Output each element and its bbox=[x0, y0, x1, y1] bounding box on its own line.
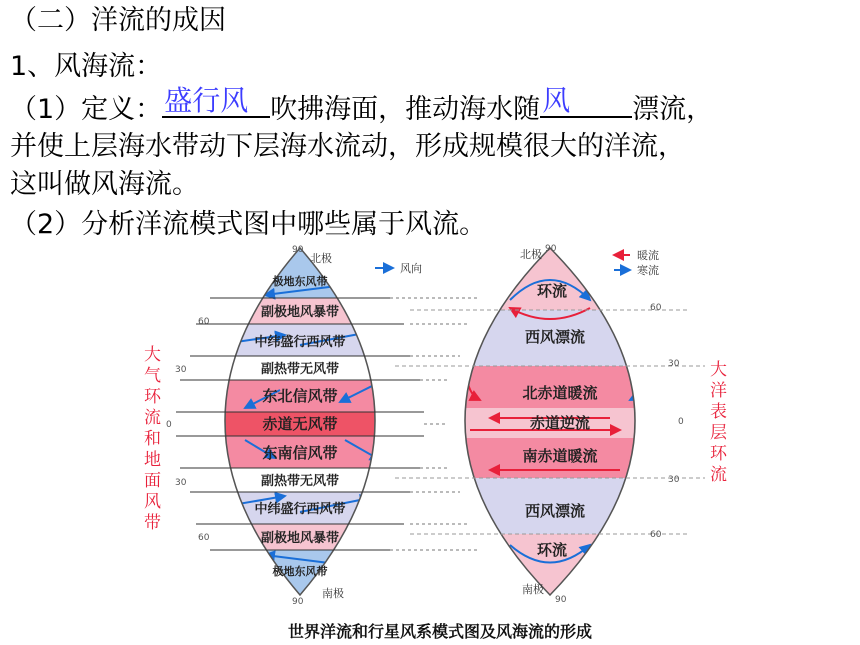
current-label: 北赤道暖流 bbox=[522, 384, 598, 402]
svg-text:风向: 风向 bbox=[400, 262, 422, 275]
current-label: 南赤道暖流 bbox=[522, 447, 598, 465]
left-band-labels bbox=[254, 274, 345, 578]
band-label: 副热带无风带 bbox=[260, 474, 340, 489]
heading: （二）洋流的成因 bbox=[10, 5, 226, 36]
svg-text:90: 90 bbox=[292, 597, 304, 607]
current-legend bbox=[614, 248, 659, 277]
definition-line-3: 这叫做风海流。 bbox=[10, 169, 199, 200]
svg-text:60: 60 bbox=[650, 530, 662, 540]
current-label: 环流 bbox=[536, 541, 568, 559]
definition-line-2: 并使上层海水带动下层海水流动，形成规模很大的洋流， bbox=[10, 131, 685, 162]
answer-1: 盛行风 bbox=[164, 84, 249, 117]
figure-caption: 世界洋流和行星风系模式图及风海流的形成 bbox=[287, 622, 593, 641]
band-label: 副极地风暴带 bbox=[260, 305, 340, 320]
svg-text:30: 30 bbox=[175, 478, 187, 488]
answer-blank-2 bbox=[540, 84, 632, 118]
band-label: 东北信风带 bbox=[262, 387, 338, 405]
svg-text:90: 90 bbox=[545, 244, 557, 254]
svg-text:寒流: 寒流 bbox=[637, 264, 659, 277]
wind-legend bbox=[375, 261, 422, 275]
definition-middle: 吹拂海面，推动海水随 bbox=[270, 94, 541, 125]
band-label: 副极地风暴带 bbox=[260, 531, 340, 546]
right-side-label: 大洋表层环流 bbox=[706, 360, 726, 486]
svg-text:60: 60 bbox=[198, 533, 210, 543]
definition-prefix: （1）定义： bbox=[10, 94, 163, 125]
left-south-pole: 南极 bbox=[322, 587, 344, 600]
band-label: 极地东风带 bbox=[272, 275, 328, 288]
answer-2: 风 bbox=[542, 84, 571, 117]
band-label: 东南信风带 bbox=[262, 444, 338, 462]
svg-text:30: 30 bbox=[668, 359, 680, 369]
band-label: 中纬盛行西风带 bbox=[254, 502, 346, 517]
answer-blank-1 bbox=[162, 84, 270, 118]
svg-text:暖流: 暖流 bbox=[637, 249, 659, 262]
svg-text:30: 30 bbox=[175, 365, 187, 375]
current-label: 赤道逆流 bbox=[529, 414, 591, 432]
question-line: （2）分析洋流模式图中哪些属于风流。 bbox=[10, 209, 487, 240]
sub-heading: 1、风海流： bbox=[10, 51, 163, 82]
current-label: 环流 bbox=[536, 282, 568, 300]
svg-text:0: 0 bbox=[166, 420, 172, 430]
svg-text:60: 60 bbox=[198, 317, 210, 327]
svg-text:30: 30 bbox=[668, 475, 680, 485]
definition-suffix: 漂流， bbox=[632, 94, 714, 125]
current-label: 西风漂流 bbox=[524, 502, 586, 520]
definition-line bbox=[10, 84, 714, 127]
band-label: 赤道无风带 bbox=[262, 415, 338, 433]
band-label: 极地东风带 bbox=[272, 565, 328, 578]
svg-text:90: 90 bbox=[292, 245, 304, 255]
right-south-pole: 南极 bbox=[522, 583, 544, 596]
left-side-label: 大气环流和地面风带 bbox=[140, 345, 160, 534]
right-north-pole: 北极 bbox=[520, 248, 542, 261]
svg-text:60: 60 bbox=[650, 303, 662, 313]
svg-text:90: 90 bbox=[555, 595, 567, 605]
band-label: 中纬盛行西风带 bbox=[254, 335, 346, 350]
band-label: 副热带无风带 bbox=[260, 362, 340, 377]
current-label: 西风漂流 bbox=[524, 328, 586, 346]
left-north-pole: 北极 bbox=[310, 252, 332, 265]
ocean-current-figure bbox=[0, 238, 860, 645]
svg-text:0: 0 bbox=[678, 417, 684, 427]
